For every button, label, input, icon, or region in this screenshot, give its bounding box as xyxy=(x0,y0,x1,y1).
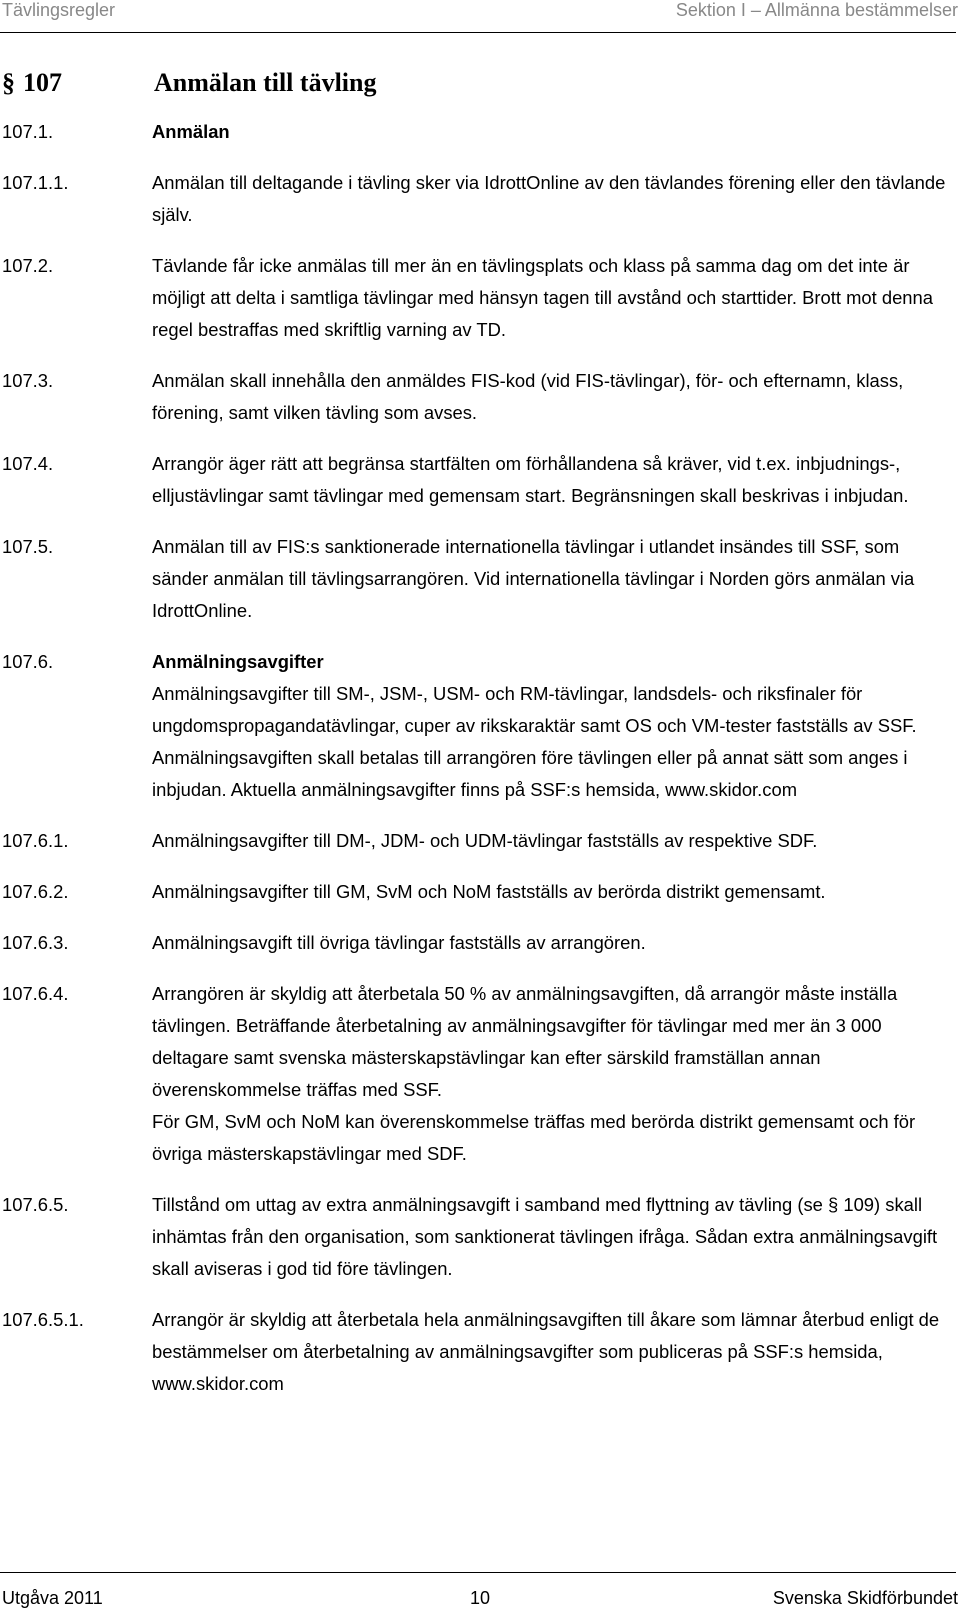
clause-text: Anmälningsavgifter till GM, SvM och NoM fastställs av berörda distrikt gemensamt. xyxy=(152,881,826,902)
clause-107-6 xyxy=(0,646,960,806)
clause-107-6-5 xyxy=(0,1189,960,1285)
clause-107-6-1 xyxy=(0,825,960,857)
clause-text: Arrangören är skyldig att återbetala 50 % av anmälningsavgiften, då arrangör måste inställa tävlingen. Beträffande återbetalning av anmälningsavgifter för tävlingar med mer än 3 000 deltagare samt svenska mästerskapstävlingar kan efter särskild framställan annan överenskommelse träffas med SSF. xyxy=(152,983,898,1100)
clause-number: 107.1.1. xyxy=(2,172,69,193)
clause-number: 107.6.3. xyxy=(2,932,69,953)
clause-107-6-4 xyxy=(0,978,960,1170)
clause-number: 107.6.5. xyxy=(2,1194,69,1215)
clause-number: 107.6. xyxy=(2,651,54,672)
clause-number: 107.3. xyxy=(2,370,54,391)
header-right: Sektion I – Allmänna bestämmelser xyxy=(675,0,958,20)
clause-number: 107.4. xyxy=(2,453,54,474)
clause-heading: Anmälan xyxy=(152,121,230,142)
page-footer xyxy=(0,1572,960,1617)
clause-number: 107.2. xyxy=(2,255,54,276)
page-header xyxy=(0,0,960,40)
section-symbol: § xyxy=(2,68,15,97)
clause-107-4 xyxy=(0,448,960,512)
clause-107-5 xyxy=(0,531,960,627)
clause-107-3 xyxy=(0,365,960,429)
section-number: 107 xyxy=(23,68,62,97)
clause-107-6-5-1 xyxy=(0,1304,960,1400)
clause-number: 107.1. xyxy=(2,121,54,142)
clause-heading: Anmälningsavgifter xyxy=(152,651,324,672)
section-title xyxy=(0,68,960,116)
clause-text: Anmälningsavgifter till DM-, JDM- och UDM-tävlingar fastställs av respektive SDF. xyxy=(152,830,818,851)
clause-number: 107.6.4. xyxy=(2,983,69,1004)
clause-107-6-3 xyxy=(0,927,960,959)
clause-text: Anmälningsavgift till övriga tävlingar fastställs av arrangören. xyxy=(152,932,646,953)
clause-text: Arrangör är skyldig att återbetala hela anmälningsavgiften till åkare som lämnar återbud enligt de bestämmelser om återbetalning av anmälningsavgifter som publiceras på SSF:s hemsida, www.skidor.com xyxy=(152,1309,940,1394)
section-title-text: Anmälan till tävling xyxy=(154,68,377,97)
clause-number: 107.5. xyxy=(2,536,54,557)
footer-edition: Utgåva 2011 xyxy=(2,1588,103,1608)
header-rule xyxy=(0,32,956,33)
clause-text: Anmälan till av FIS:s sanktionerade internationella tävlingar i utlandet insändes till SSF, som sänder anmälan till tävlingsarrangören. Vid internationella tävlingar i Norden görs anmälan via IdrottOnline. xyxy=(152,536,915,621)
clause-number: 107.6.2. xyxy=(2,881,69,902)
clause-text: Anmälan skall innehålla den anmäldes FIS-kod (vid FIS-tävlingar), för- och efternamn, klass, förening, samt vilken tävling som avses. xyxy=(152,370,904,423)
clause-text-continued: För GM, SvM och NoM kan överenskommelse träffas med berörda distrikt gemensamt och för övriga mästerskapstävlingar med SDF. xyxy=(152,1111,916,1164)
header-left: Tävlingsregler xyxy=(2,0,116,20)
clause-text: Arrangör äger rätt att begränsa startfälten om förhållandena så kräver, vid t.ex. inbjudnings-, elljustävlingar samt tävlingar med gemensam start. Begränsningen skall beskrivas i inbjudan. xyxy=(152,453,909,506)
clause-text: Tillstånd om uttag av extra anmälningsavgift i samband med flyttning av tävling (se § 109) skall inhämtas från den organisation, som sanktionerat tävlingen ifråga. Sådan extra anmälningsavgift skall aviseras i god tid före tävlingen. xyxy=(152,1194,938,1279)
clause-107-6-2 xyxy=(0,876,960,908)
clause-text: Anmälningsavgifter till SM-, JSM-, USM- och RM-tävlingar, landsdels- och riksfinaler för ungdomspropagandatävlingar, cuper av rikskaraktär samt OS och VM-tester fastställs av SSF. Anmälningsavgiften skall betalas till arrangören före tävlingen eller på annat sätt som anges i inbjudan. Aktuella anmälningsavgifter finns på SSF:s hemsida, www.skidor.com xyxy=(152,683,917,800)
clause-text: Anmälan till deltagande i tävling sker via IdrottOnline av den tävlandes förening eller den tävlande själv. xyxy=(152,172,946,225)
clause-text: Tävlande får icke anmälas till mer än en tävlingsplats och klass på samma dag om det inte är möjligt att delta i samtliga tävlingar med hänsyn tagen till avstånd och starttider. Brott mot denna regel bestraffas med skriftlig varning av TD. xyxy=(152,255,933,340)
clause-107-2 xyxy=(0,250,960,346)
clause-number: 107.6.5.1. xyxy=(2,1309,84,1330)
page-number: 10 xyxy=(470,1588,491,1608)
document-body xyxy=(0,68,960,1419)
footer-organization: Svenska Skidförbundet xyxy=(772,1588,958,1608)
clause-107-1 xyxy=(0,116,960,148)
clause-number: 107.6.1. xyxy=(2,830,69,851)
footer-rule xyxy=(0,1572,956,1573)
clause-107-1-1 xyxy=(0,167,960,231)
